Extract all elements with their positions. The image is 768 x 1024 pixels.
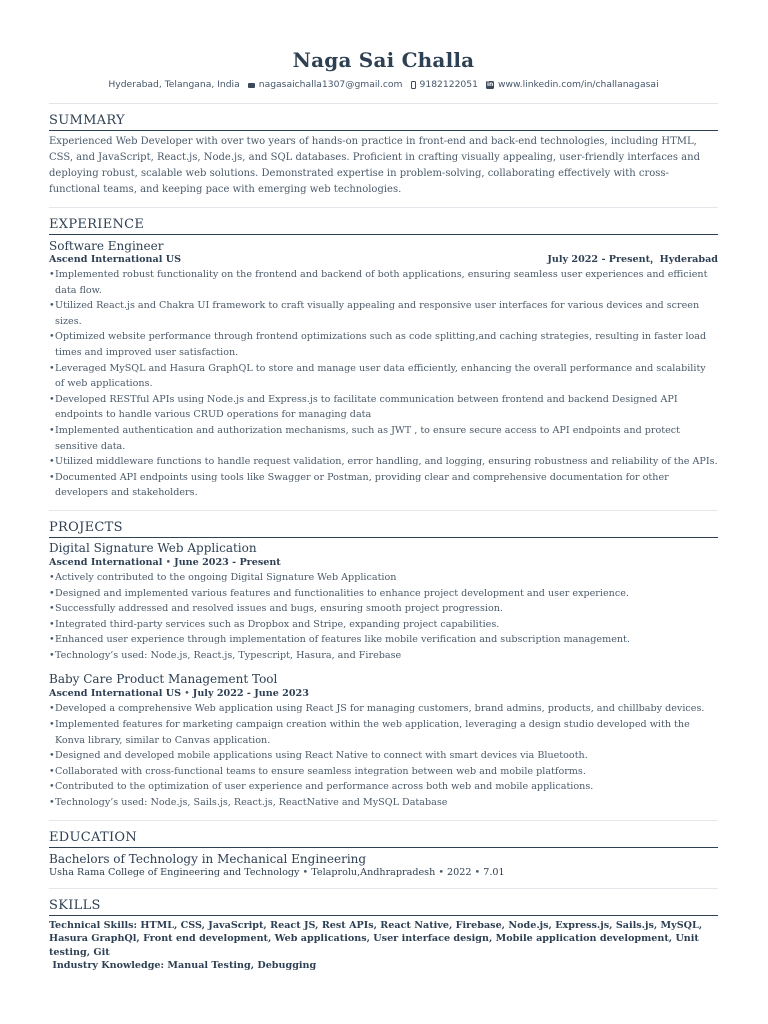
project-date: July 2022 - June 2023 — [192, 688, 309, 700]
job-company: Ascend International US — [49, 254, 182, 265]
phone-item — [411, 79, 478, 91]
project-meta — [49, 687, 718, 700]
degree-title: Bachelors of Technology in Mechanical Engineering — [49, 851, 367, 866]
email-item[interactable] — [248, 79, 403, 91]
project-bullets — [49, 570, 718, 664]
education-meta — [49, 866, 718, 879]
education-section — [49, 830, 718, 889]
summary-heading: SUMMARY — [49, 113, 718, 131]
header-divider — [49, 103, 718, 104]
list-item: • Designed and developed mobile applications using React Native to connect with smart devices via Bluetooth. — [49, 748, 718, 764]
email-text[interactable]: nagasaichalla1307@gmail.com — [258, 79, 403, 90]
list-item: • Designed and implemented various features and functionalities to enhance project development and user experience. — [49, 586, 718, 602]
linkedin-icon — [486, 81, 494, 89]
list-item: • Optimized website performance through frontend optimizations such as code splitting,and caching strategies, resulting in faster load times and improved user satisfaction. — [49, 329, 718, 360]
section-divider — [49, 888, 718, 889]
list-item: • Successfully addressed and resolved issues and bugs, ensuring smooth project progression. — [49, 601, 718, 617]
list-item: • Collaborated with cross-functional teams to ensure seamless integration between web and mobile platforms. — [49, 764, 718, 780]
list-item: • Developed RESTful APIs using Node.js and Express.js to facilitate communication between frontend and backend Designed API endpoints to handle various CRUD operations for managing data — [49, 392, 718, 423]
project-company: Ascend International US — [49, 688, 182, 700]
summary-text: Experienced Web Developer with over two years of hands-on practice in front-end and back-end technologies, including HTML, CSS, and JavaScript, React.js, Node.js, and SQL databases. Proficient in crafting visually appealing, user-friendly interfaces and deploying robust, scalable web solutions. Demonstrated expertise in problem-solving, collaborating effectively with cross-functional teams, and keeping pace with emerging web technologies. — [49, 136, 700, 195]
section-divider — [49, 820, 718, 821]
meta-separator: • — [165, 556, 175, 568]
resume-page — [49, 0, 718, 973]
education-heading: EDUCATION — [49, 830, 718, 848]
project-bullets — [49, 701, 718, 810]
meta-separator: • — [302, 866, 312, 878]
linkedin-link[interactable]: www.linkedin.com/in/challanagasai — [497, 79, 659, 90]
linkedin-item[interactable] — [486, 79, 659, 91]
meta-separator: • — [474, 866, 484, 878]
graduation-year: 2022 — [447, 866, 472, 878]
list-item: • Technology’s used: Node.js, Sails.js, React.js, ReactNative and MySQL Database — [49, 795, 718, 811]
skills-section — [49, 898, 718, 973]
list-item: • Integrated third-party services such as Dropbox and Stripe, expanding project capabilities. — [49, 617, 718, 633]
list-item: • Contributed to the optimization of user experience and performance across both web and mobile applications. — [49, 779, 718, 795]
list-item: • Implemented robust functionality on the frontend and backend of both applications, ensuring seamless user experiences and efficient data flow. — [49, 267, 718, 298]
meta-separator: • — [438, 866, 448, 878]
project-title: Digital Signature Web Application — [49, 540, 257, 555]
list-item: • Documented API endpoints using tools like Swagger or Postman, providing clear and comprehensive documentation for other developers and stakeholders. — [49, 470, 718, 501]
phone-icon — [411, 81, 416, 89]
summary-section — [49, 113, 718, 208]
job-title: Software Engineer — [49, 239, 164, 253]
projects-section — [49, 520, 718, 821]
contact-row — [49, 79, 718, 91]
school-name: Usha Rama College of Engineering and Technology — [49, 866, 300, 878]
list-item: • Implemented features for marketing campaign creation within the web application, leveraging a design studio developed with the Konva library, similar to Canvas application. — [49, 717, 718, 748]
industry-knowledge: Industry Knowledge: Manual Testing, Debugging — [49, 960, 317, 972]
mail-icon — [248, 83, 255, 88]
list-item: • Enhanced user experience through implementation of features like mobile verification and subscription management. — [49, 632, 718, 648]
experience-bullets — [49, 267, 718, 501]
list-item: • Developed a comprehensive Web application using React JS for managing customers, brand admins, products, and chillbaby devices. — [49, 701, 718, 717]
gpa-value: 7.01 — [483, 866, 505, 878]
list-item: • Utilized React.js and Chakra UI framework to craft visually appealing and responsive user interfaces for various devices and screen sizes. — [49, 298, 718, 329]
job-period: July 2022 - Present，Hyderabad — [547, 254, 718, 265]
experience-heading: EXPERIENCE — [49, 217, 718, 235]
section-divider — [49, 207, 718, 208]
list-item: • Technology’s used: Node.js, React.js, Typescript, Hasura, and Firebase — [49, 648, 718, 664]
project-company: Ascend International — [49, 556, 163, 568]
projects-heading: PROJECTS — [49, 520, 718, 538]
section-divider — [49, 510, 718, 511]
school-place: Telaprolu,Andhrapradesh — [311, 866, 436, 878]
project-meta — [49, 556, 718, 569]
project-date: June 2023 - Present — [174, 556, 281, 568]
list-item: • Utilized middleware functions to handle request validation, error handling, and logging, ensuring robustness and reliability of the APIs. — [49, 454, 718, 470]
list-item: • Actively contributed to the ongoing Digital Signature Web Application — [49, 570, 718, 586]
phone-text: 9182122051 — [419, 79, 478, 90]
list-item: • Implemented authentication and authorization mechanisms, such as JWT , to ensure secure access to API endpoints and protect sensitive data. — [49, 423, 718, 454]
skills-heading: SKILLS — [49, 898, 718, 916]
job-meta-row — [49, 253, 718, 266]
technical-skills: Technical Skills: HTML, CSS, JavaScript, React JS, Rest APIs, React Native, Firebase, Node.js, Express.js, Sails.js, MySQL, Hasura GraphQl, Front end development, Web applications, User interface design, Mobile application development, Unit testing, Git — [49, 919, 703, 958]
project-title: Baby Care Product Management Tool — [49, 672, 278, 687]
list-item: • Leveraged MySQL and Hasura GraphQL to store and manage user data efficiently, enhancing the overall performance and scalability of web applications. — [49, 361, 718, 392]
meta-separator: • — [184, 688, 193, 700]
candidate-name: Naga Sai Challa — [292, 48, 475, 72]
experience-section — [49, 217, 718, 511]
location-text: Hyderabad, Telangana, India — [108, 79, 240, 90]
